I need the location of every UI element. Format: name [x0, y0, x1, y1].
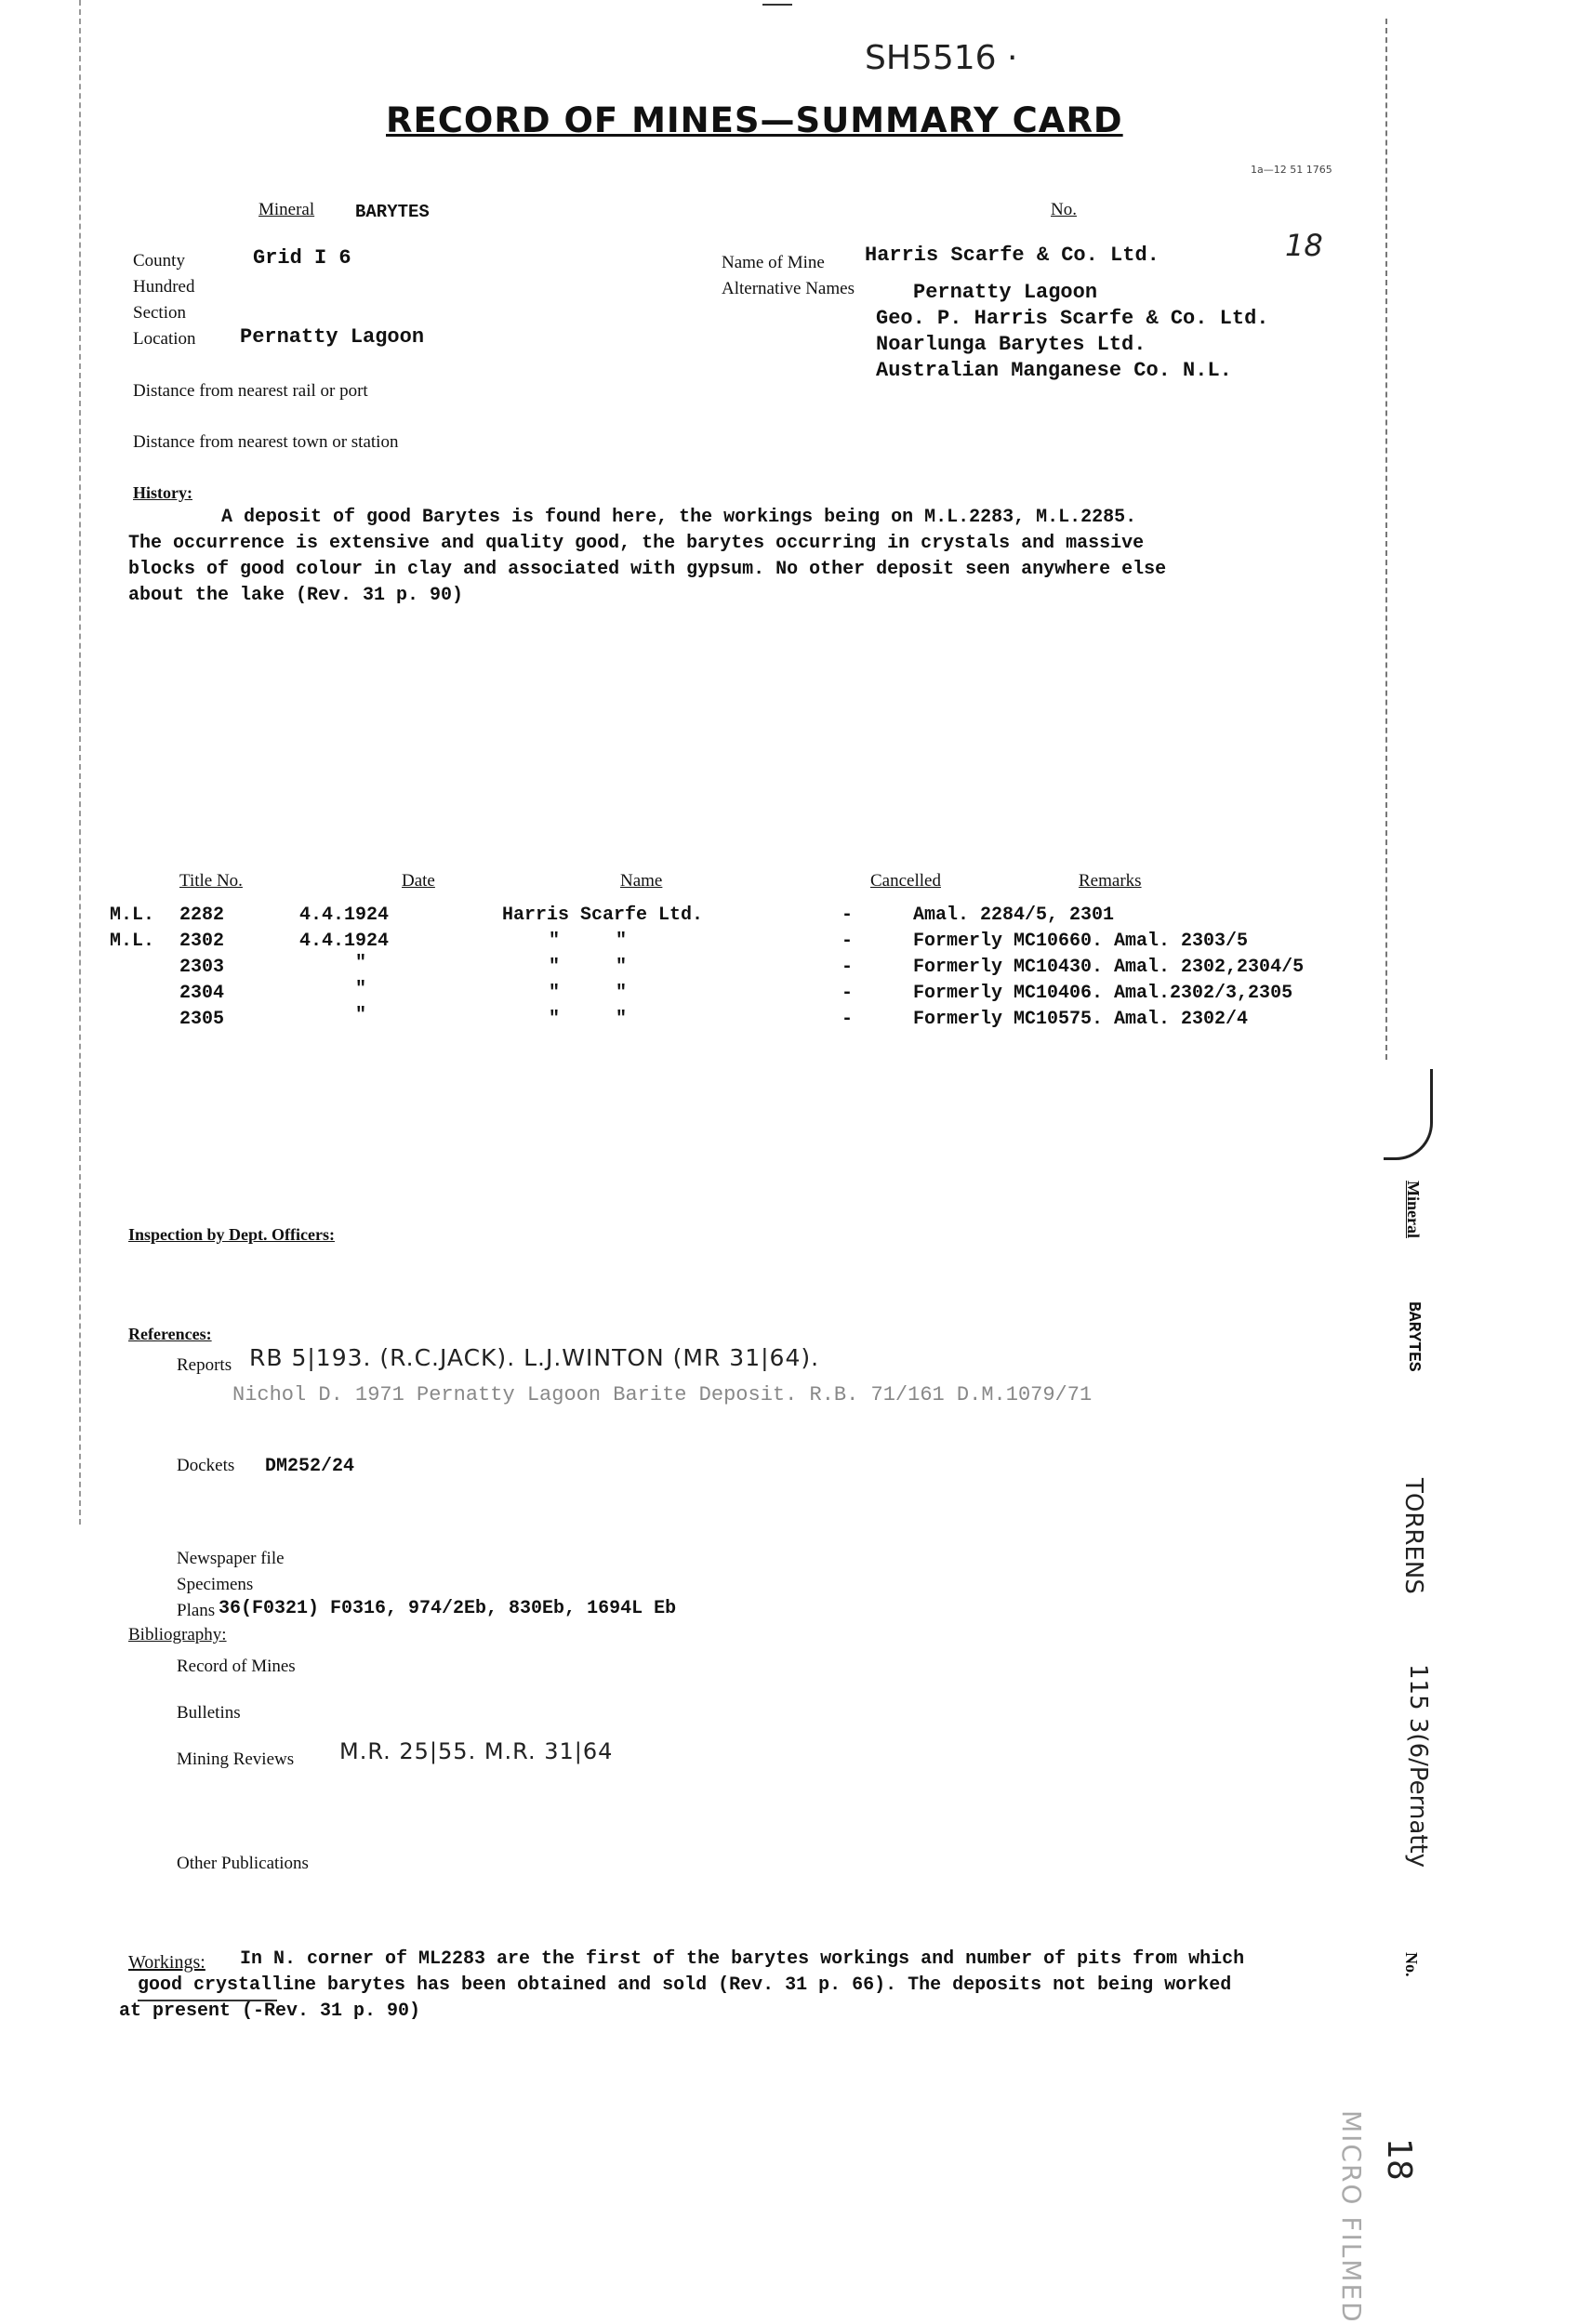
row-3-title-no: 2303	[179, 957, 225, 978]
row-2-remarks: Formerly MC10660. Amal. 2303/5	[913, 931, 1249, 952]
row-4-cancelled: -	[842, 983, 854, 1004]
right-margin-line	[1385, 19, 1387, 1060]
row-4-remarks: Formerly MC10406. Amal.2302/3,2305	[913, 983, 1293, 1004]
row-2-date: 4.4.1924	[299, 931, 390, 952]
inspection-label: Inspection by Dept. Officers:	[128, 1225, 335, 1244]
row-2-cancelled: -	[842, 931, 854, 952]
side-tab-curl	[1384, 1069, 1433, 1160]
row-2-title-no: 2302	[179, 931, 225, 952]
side-tab-handwritten-1: TORRENS	[1399, 1478, 1427, 1594]
references-label: References:	[128, 1325, 212, 1343]
row-3-name: " "	[549, 957, 628, 978]
header-remarks: Remarks	[1079, 871, 1142, 891]
history-line-4: about the lake (Rev. 31 p. 90)	[128, 585, 464, 606]
header-title-no: Title No.	[179, 871, 243, 891]
row-3-remarks: Formerly MC10430. Amal. 2302,2304/5	[913, 957, 1305, 978]
dockets-label: Dockets	[177, 1456, 235, 1475]
row-2-prefix: M.L.	[110, 931, 155, 952]
row-1-date: 4.4.1924	[299, 905, 390, 926]
row-1-title-no: 2282	[179, 905, 225, 926]
reports-typed-faint: Nichol D. 1971 Pernatty Lagoon Barite Deposit. R.B. 71/161 D.M.1079/71	[232, 1383, 1093, 1406]
header-date: Date	[402, 871, 435, 891]
side-tab-no-label: No.	[1402, 1952, 1421, 1977]
row-4-name: " "	[549, 983, 628, 1004]
row-4-date: "	[355, 979, 367, 1000]
hundred-label: Hundred	[133, 277, 195, 297]
bibliography-label: Bibliography:	[128, 1625, 227, 1644]
row-1-name: Harris Scarfe Ltd.	[502, 905, 704, 926]
side-tab-mineral-label: Mineral	[1404, 1181, 1423, 1238]
side-tab-number: 18	[1380, 2138, 1418, 2181]
row-5-date: "	[355, 1005, 367, 1026]
row-3-date: "	[355, 953, 367, 974]
workings-underline	[138, 2000, 277, 2001]
specimens-label: Specimens	[177, 1575, 254, 1594]
history-line-2: The occurrence is extensive and quality good, the barytes occurring in crystals and massive	[128, 533, 1145, 554]
row-2-name: " "	[549, 931, 628, 952]
side-tab-handwritten-2: 115 3(6/Pernatty	[1404, 1664, 1432, 1868]
mineral-value: BARYTES	[355, 202, 430, 222]
plans-label: Plans	[177, 1601, 216, 1620]
top-scan-mark	[762, 4, 792, 6]
row-1-remarks: Amal. 2284/5, 2301	[913, 905, 1115, 926]
workings-line-2: good crystalline barytes has been obtained and sold (Rev. 31 p. 66). The deposits not being worked	[138, 1974, 1232, 1996]
row-5-cancelled: -	[842, 1009, 854, 1030]
mining-reviews-label: Mining Reviews	[177, 1750, 295, 1769]
location-label: Location	[133, 329, 196, 349]
workings-line-3: at present (-Rev. 31 p. 90)	[119, 2000, 421, 2022]
dockets-value: DM252/24	[265, 1456, 355, 1477]
reports-handwritten: RB 5|193. (R.C.JACK). L.J.WINTON (MR 31|64).	[249, 1344, 820, 1371]
number-label: No.	[1051, 200, 1077, 219]
name-of-mine-value: Harris Scarfe & Co. Ltd.	[865, 244, 1160, 267]
row-1-prefix: M.L.	[110, 905, 155, 926]
left-margin-line	[79, 0, 81, 1525]
mineral-label: Mineral	[258, 200, 315, 219]
newspaper-label: Newspaper file	[177, 1549, 285, 1568]
workings-label: Workings:	[128, 1952, 205, 1973]
county-label: County	[133, 251, 185, 271]
row-5-name: " "	[549, 1009, 628, 1030]
row-1-cancelled: -	[842, 905, 854, 926]
name-of-mine-label: Name of Mine	[722, 253, 825, 272]
distance-town-label: Distance from nearest town or station	[133, 432, 399, 452]
county-value: Grid I 6	[253, 246, 351, 270]
handwritten-reference: SH5516 ·	[865, 39, 1018, 77]
workings-line-1: In N. corner of ML2283 are the first of the barytes workings and number of pits from which	[240, 1948, 1245, 1970]
alternative-name-3: Noarlunga Barytes Ltd.	[876, 333, 1146, 356]
history-line-3: blocks of good colour in clay and associated with gypsum. No other deposit seen anywhere else	[128, 559, 1167, 580]
section-label: Section	[133, 303, 186, 323]
row-5-remarks: Formerly MC10575. Amal. 2302/4	[913, 1009, 1249, 1030]
mining-reviews-value: M.R. 25|55. M.R. 31|64	[339, 1738, 614, 1764]
other-publications-label: Other Publications	[177, 1854, 309, 1873]
alternative-name-2: Geo. P. Harris Scarfe & Co. Ltd.	[876, 307, 1269, 330]
number-value: 18	[1285, 228, 1323, 263]
alternative-name-4: Australian Manganese Co. N.L.	[876, 359, 1232, 382]
history-line-1: A deposit of good Barytes is found here, the workings being on M.L.2283, M.L.2285.	[221, 507, 1137, 528]
side-tab-mineral-value: BARYTES	[1404, 1301, 1423, 1372]
plans-value: 36(F0321) F0316, 974/2Eb, 830Eb, 1694L Eb	[219, 1598, 677, 1619]
record-of-mines-label: Record of Mines	[177, 1657, 296, 1676]
reports-label: Reports	[177, 1355, 232, 1375]
row-4-title-no: 2304	[179, 983, 225, 1004]
micro-filmed-stamp: MICRO FILMED	[1336, 2110, 1367, 2324]
alternative-names-label: Alternative Names	[722, 279, 855, 298]
location-value: Pernatty Lagoon	[240, 325, 425, 349]
history-label: History:	[133, 483, 192, 502]
card-title: RECORD OF MINES—SUMMARY CARD	[386, 100, 1123, 140]
distance-rail-label: Distance from nearest rail or port	[133, 381, 368, 401]
row-5-title-no: 2305	[179, 1009, 225, 1030]
header-name: Name	[620, 871, 663, 891]
bulletins-label: Bulletins	[177, 1703, 241, 1723]
alternative-name-1: Pernatty Lagoon	[913, 281, 1098, 304]
header-cancelled: Cancelled	[870, 871, 941, 891]
row-3-cancelled: -	[842, 957, 854, 978]
print-code: 1a—12 51 1765	[1251, 164, 1332, 176]
